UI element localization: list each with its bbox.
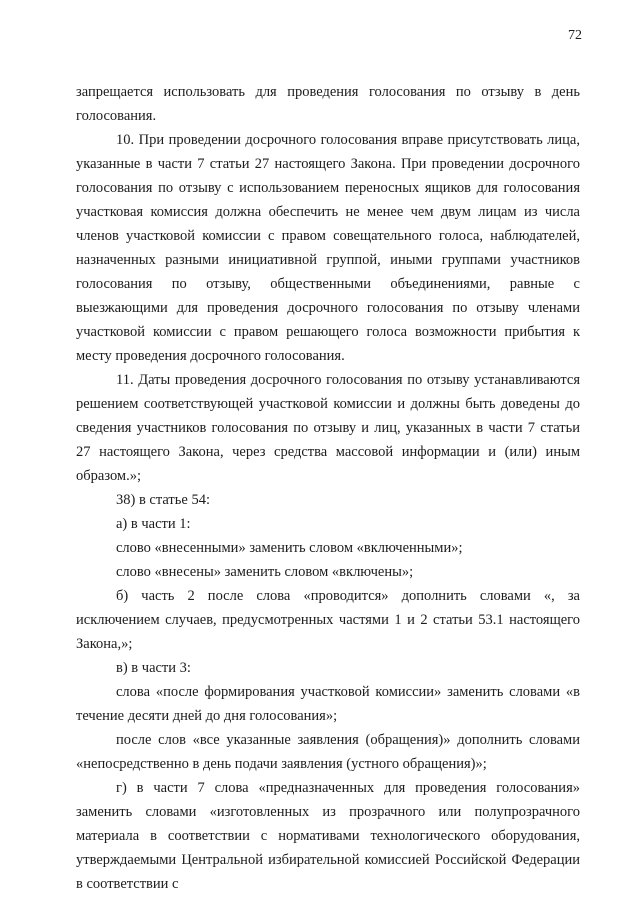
paragraph-replace-1: слово «внесенными» заменить словом «включенными»; bbox=[116, 540, 463, 556]
document-body bbox=[76, 80, 580, 896]
page-number: 72 bbox=[568, 28, 582, 43]
paragraph-item-11: 11. Даты проведения досрочного голосования по отзыву устанавливаются решением соответствующей участковой комиссии и должны быть доведены до сведения участников голосования по отзыву и лиц, указанных в части 7 статьи 27 настоящего Закона, через средства массовой информации и (или) иным образом.»; bbox=[76, 372, 580, 484]
paragraph-item-10: 10. При проведении досрочного голосования вправе присутствовать лица, указанные в части 7 статьи 27 настоящего Закона. При проведении досрочного голосования по отзыву с использованием переносных ящиков для голосования участковая комиссия должна обеспечить не менее чем двум лицам из числа членов участковой комиссии с правом совещательного голоса, наблюдателей, назначенных разными инициативной группой, иными группами участников голосования по отзыву, общественными объединениями, равные с выезжающими для проведения досрочного голосования по отзыву членами участковой комиссии с правом решающего голоса возможности прибытия к месту проведения досрочного голосования. bbox=[76, 132, 580, 364]
paragraph-subitem-v: в) в части 3: bbox=[116, 660, 191, 676]
paragraph-replace-2: слово «внесены» заменить словом «включены»; bbox=[116, 564, 414, 580]
paragraph-subitem-g: г) в части 7 слова «предназначенных для проведения голосования» заменить словами «изготовленных из прозрачного или полупрозрачного материала в соответствии с нормативами технологического оборудования, утверждаемыми Центральной избирательной комиссией Российской Федерации в соответствии с bbox=[76, 780, 580, 892]
paragraph-replace-3: слова «после формирования участковой комиссии» заменить словами «в течение десяти дней до дня голосования»; bbox=[76, 684, 580, 724]
paragraph-subitem-b: б) часть 2 после слова «проводится» дополнить словами «, за исключением случаев, предусмотренных частями 1 и 2 статьи 53.1 настоящего Закона,»; bbox=[76, 588, 580, 652]
paragraph-add-words: после слов «все указанные заявления (обращения)» дополнить словами «непосредственно в день подачи заявления (устного обращения)»; bbox=[76, 732, 580, 772]
paragraph-continuation: запрещается использовать для проведения голосования по отзыву в день голосования. bbox=[76, 84, 580, 124]
paragraph-article-54: 38) в статье 54: bbox=[116, 492, 210, 508]
paragraph-subitem-a: а) в части 1: bbox=[116, 516, 191, 532]
